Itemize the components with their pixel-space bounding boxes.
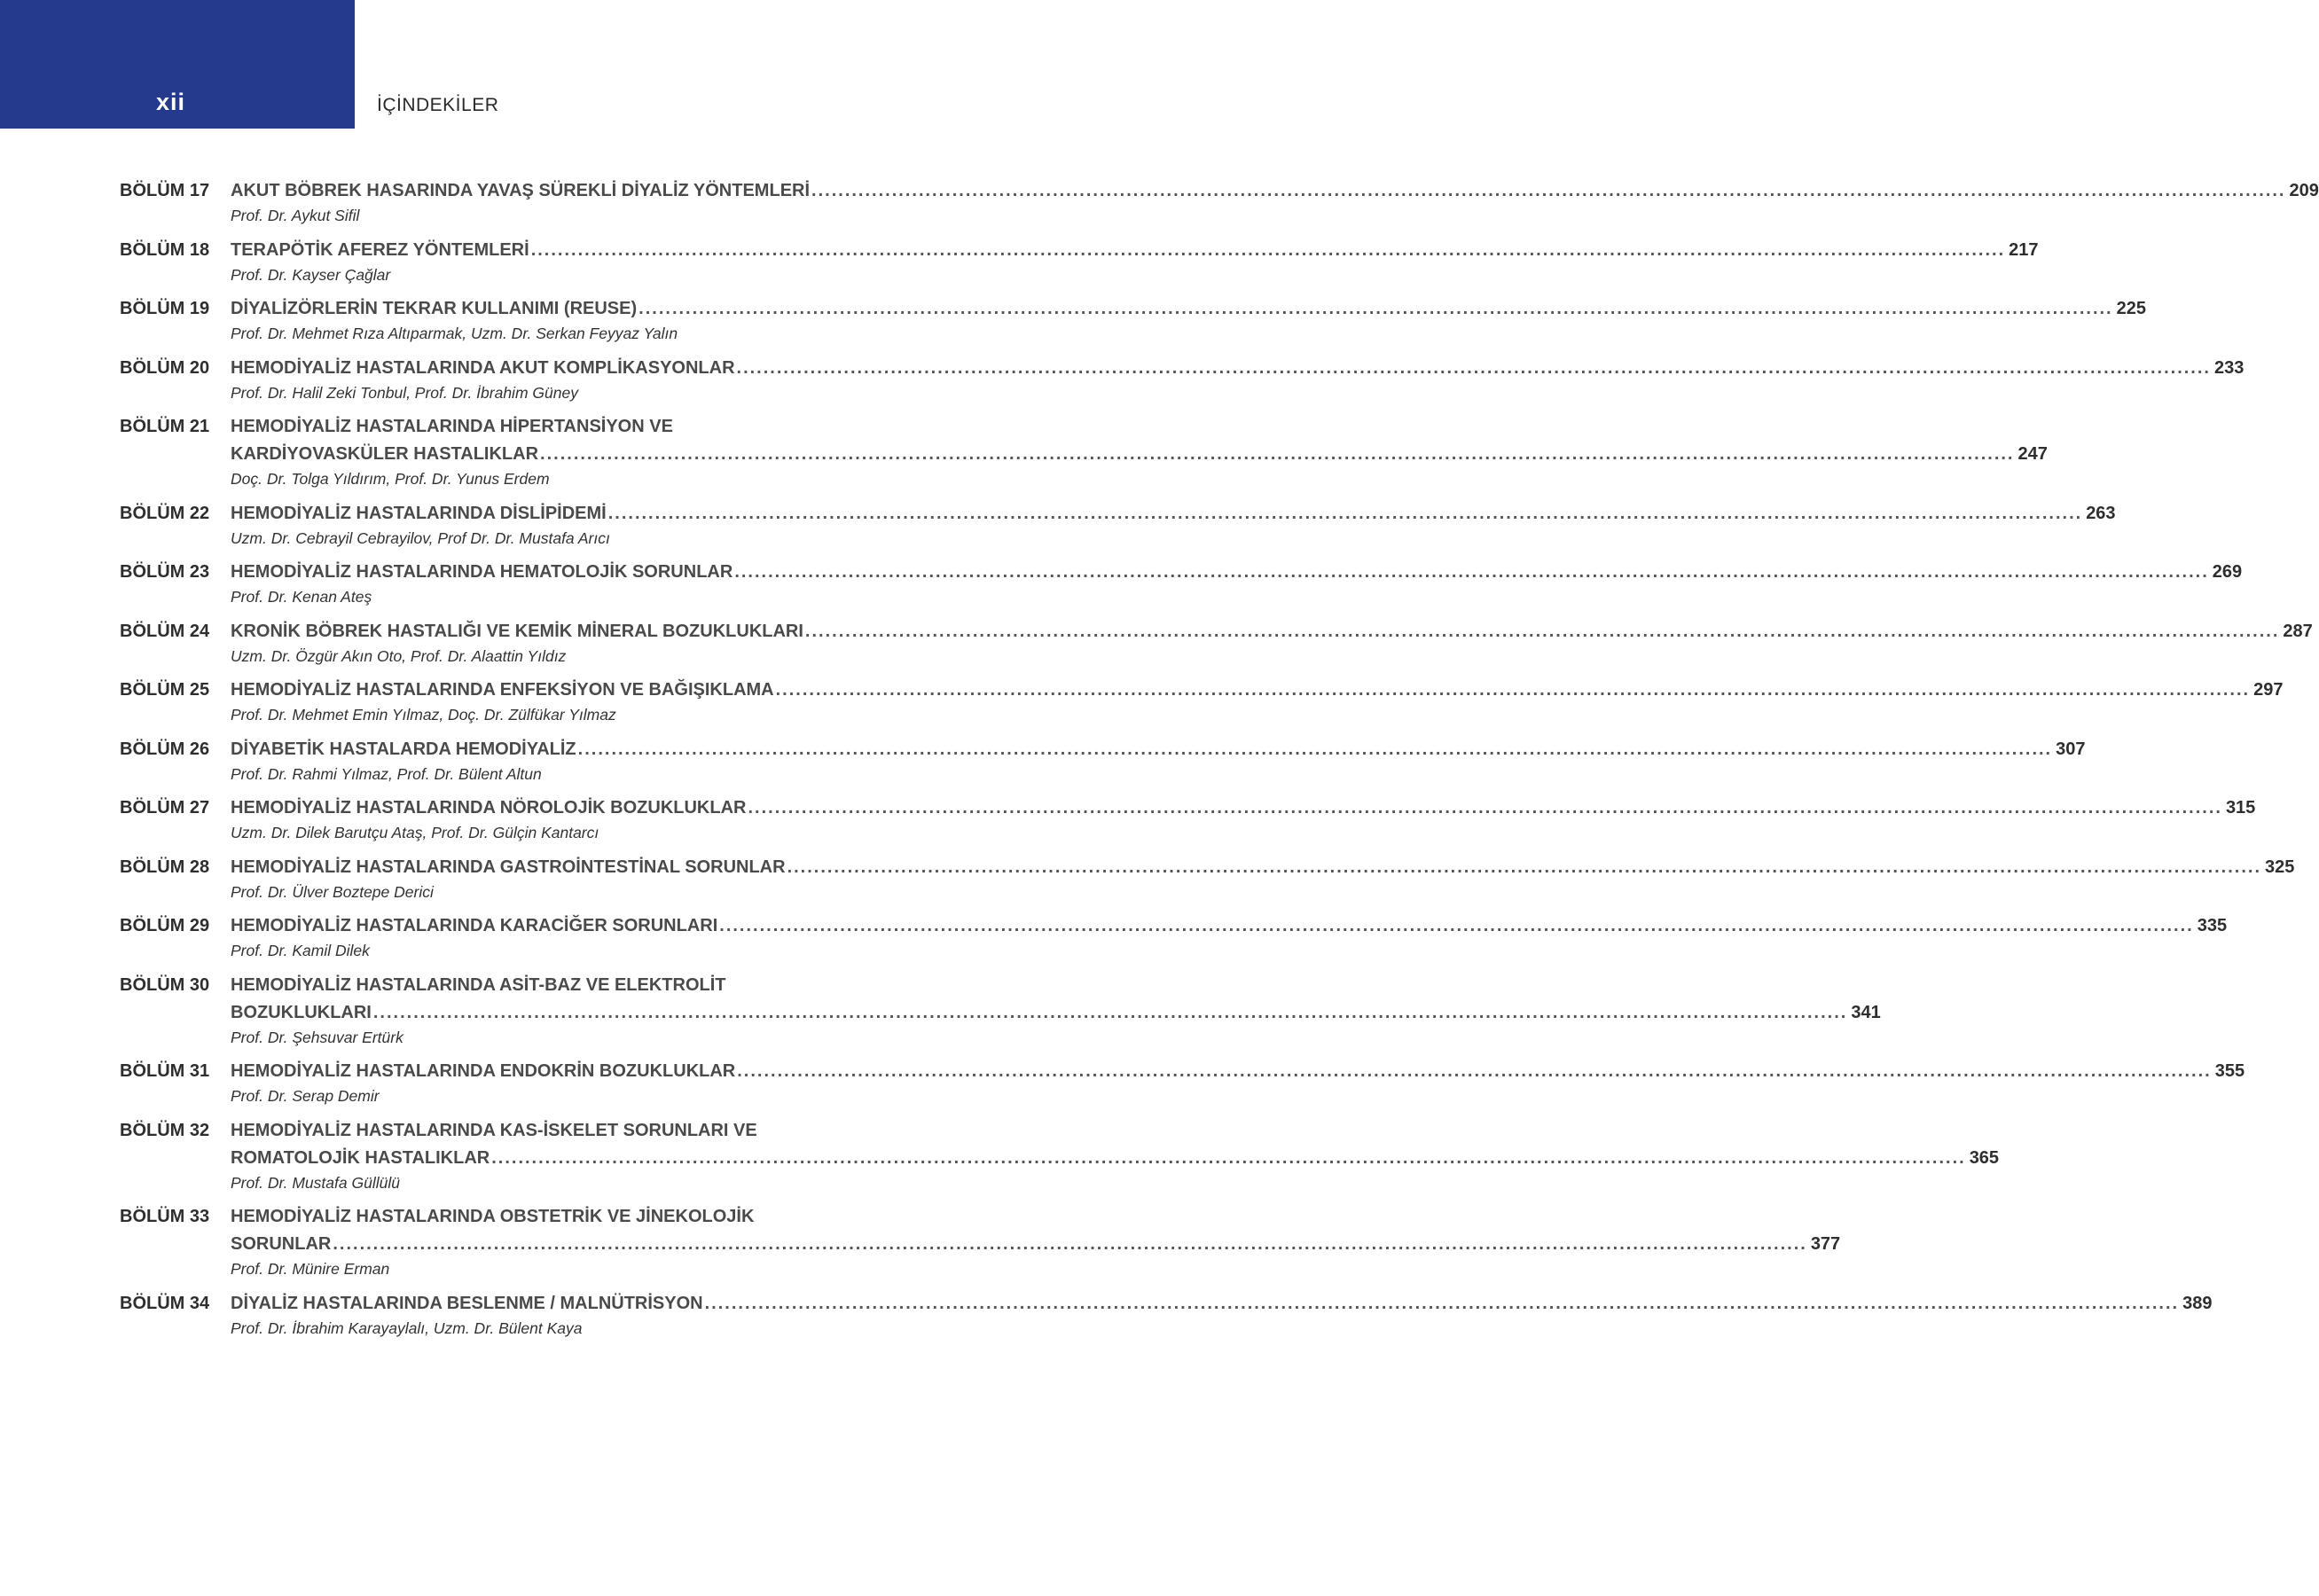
toc-entry[interactable] <box>120 794 2256 844</box>
chapter-label: BÖLÜM 29 <box>120 916 210 935</box>
dot-leader: ............................................................................................................................................................................................................................ <box>737 1061 2212 1081</box>
chapter-label: BÖLÜM 26 <box>120 739 210 759</box>
toc-entry[interactable] <box>120 237 2039 286</box>
chapter-authors: Uzm. Dr. Özgür Akın Oto, Prof. Dr. Alaattin Yıldız <box>231 646 567 665</box>
chapter-title: AKUT BÖBREK HASARINDA YAVAŞ SÜREKLİ DİYALİZ YÖNTEMLERİ <box>231 181 811 200</box>
chapter-authors: Prof. Dr. Halil Zeki Tonbul, Prof. Dr. İbrahim Güney <box>231 383 578 402</box>
toc-entry[interactable] <box>120 1117 2000 1194</box>
chapter-label: BÖLÜM 33 <box>120 1207 210 1226</box>
page-ref: 217 <box>2009 239 2039 260</box>
chapter-authors: Prof. Dr. Ülver Boztepe Derici <box>231 882 434 901</box>
page-ref: 335 <box>2197 916 2228 935</box>
chapter-authors: Prof. Dr. Şehsuvar Ertürk <box>231 1028 403 1046</box>
chapter-title: SORUNLAR <box>231 1234 332 1254</box>
chapter-title: DİYALİZ HASTALARINDA BESLENME / MALNÜTRİSYON <box>231 1293 703 1313</box>
toc-entry[interactable] <box>120 413 2048 490</box>
page-ref: 341 <box>1851 1002 1881 1022</box>
dot-leader: ............................................................................................................................................................................................................................ <box>372 1002 1848 1022</box>
dot-leader: ............................................................................................................................................................................................................................ <box>719 916 2194 935</box>
page-ref: 325 <box>2265 857 2295 877</box>
dot-leader: ............................................................................................................................................................................................................................ <box>639 299 2113 318</box>
chapter-authors: Uzm. Dr. Dilek Barutçu Ataş, Prof. Dr. Gülçin Kantarcı <box>231 824 599 841</box>
dot-leader: ............................................................................................................................................................................................................................ <box>333 1234 1807 1254</box>
page-ref: 377 <box>1810 1234 1841 1254</box>
chapter-label: BÖLÜM 30 <box>120 974 210 995</box>
chapter-label: BÖLÜM 28 <box>120 857 210 877</box>
chapter-authors: Prof. Dr. Kenan Ateş <box>231 588 372 606</box>
toc-entry[interactable] <box>120 1058 2245 1107</box>
chapter-label: BÖLÜM 18 <box>120 239 210 260</box>
chapter-title: HEMODİYALİZ HASTALARINDA GASTROİNTESTİNAL SORUNLAR <box>231 857 786 877</box>
toc-entry[interactable] <box>120 1203 1841 1280</box>
toc-entry[interactable] <box>120 972 1881 1049</box>
page-ref: 269 <box>2212 562 2243 582</box>
page-ref: 355 <box>2214 1061 2245 1081</box>
chapter-title: HEMODİYALİZ HASTALARINDA AKUT KOMPLİKASYONLAR <box>231 357 735 378</box>
page-ref: 297 <box>2253 680 2284 700</box>
chapter-title: TERAPÖTİK AFEREZ YÖNTEMLERİ <box>231 239 529 260</box>
page-ref: 209 <box>2289 181 2319 200</box>
chapter-title: HEMODİYALİZ HASTALARINDA NÖROLOJİK BOZUKLUKLAR <box>231 798 747 818</box>
dot-leader: ............................................................................................................................................................................................................................ <box>540 444 2015 464</box>
toc-entry[interactable] <box>120 500 2116 550</box>
page-ref: 307 <box>2056 739 2086 759</box>
chapter-title: HEMODİYALİZ HASTALARINDA ENDOKRİN BOZUKLUKLAR <box>231 1061 736 1081</box>
dot-leader: ............................................................................................................................................................................................................................ <box>734 562 2209 582</box>
chapter-title-line: HEMODİYALİZ HASTALARINDA KAS-İSKELET SORUNLARI VE <box>231 1120 757 1140</box>
page-ref: 233 <box>2213 357 2245 378</box>
toc-entry[interactable] <box>120 736 2086 786</box>
toc-entry[interactable] <box>120 912 2228 962</box>
dot-leader: ............................................................................................................................................................................................................................ <box>704 1293 2180 1313</box>
chapter-authors: Prof. Dr. Münire Erman <box>231 1260 390 1278</box>
chapter-authors: Uzm. Dr. Cebrayil Cebrayilov, Prof Dr. Dr. Mustafa Arıcı <box>231 528 610 547</box>
toc-entry[interactable] <box>120 854 2295 904</box>
chapter-label: BÖLÜM 31 <box>120 1061 210 1081</box>
chapter-authors: Prof. Dr. Mehmet Emin Yılmaz, Doç. Dr. Zülfükar Yılmaz <box>231 706 616 724</box>
table-of-contents <box>120 177 2319 1349</box>
dot-leader: ............................................................................................................................................................................................................................ <box>787 857 2262 877</box>
page-number: xii <box>156 89 186 115</box>
chapter-title: HEMODİYALİZ HASTALARINDA KARACİĞER SORUNLARI <box>231 916 718 935</box>
dot-leader: ............................................................................................................................................................................................................................ <box>804 621 2280 641</box>
chapter-authors: Prof. Dr. İbrahim Karayaylalı, Uzm. Dr. Bülent Kaya <box>231 1318 583 1337</box>
chapter-authors: Doç. Dr. Tolga Yıldırım, Prof. Dr. Yunus Erdem <box>231 470 550 488</box>
chapter-title: BOZUKLUKLARI <box>231 1002 372 1022</box>
chapter-title: HEMODİYALİZ HASTALARINDA DİSLİPİDEMİ <box>231 503 607 523</box>
page-ref: 365 <box>1969 1147 2000 1168</box>
toc-entry[interactable] <box>120 177 2319 227</box>
toc-entry[interactable] <box>120 559 2243 608</box>
chapter-title: ROMATOLOJİK HASTALIKLAR <box>231 1147 490 1168</box>
chapter-label: BÖLÜM 23 <box>120 562 210 582</box>
dot-leader: ............................................................................................................................................................................................................................ <box>736 357 2211 378</box>
section-title: İÇİNDEKİLER <box>377 95 499 115</box>
page-ref: 225 <box>2116 299 2146 318</box>
dot-leader: ............................................................................................................................................................................................................................ <box>577 739 2053 759</box>
dot-leader: ............................................................................................................................................................................................................................ <box>775 680 2251 700</box>
chapter-authors: Prof. Dr. Serap Demir <box>231 1087 380 1105</box>
page-ref: 315 <box>2225 798 2256 818</box>
toc-entry[interactable] <box>120 618 2313 668</box>
chapter-title: KARDİYOVASKÜLER HASTALIKLAR <box>231 444 539 464</box>
dot-leader: ............................................................................................................................................................................................................................ <box>811 181 2286 200</box>
chapter-title: KRONİK BÖBREK HASTALIĞI VE KEMİK MİNERAL BOZUKLUKLARI <box>231 621 803 641</box>
toc-entry[interactable] <box>120 677 2284 726</box>
chapter-authors: Prof. Dr. Kamil Dilek <box>231 942 370 959</box>
chapter-title: HEMODİYALİZ HASTALARINDA ENFEKSİYON VE BAĞIŞIKLAMA <box>231 680 774 700</box>
toc-entry[interactable] <box>120 295 2146 345</box>
toc-entry[interactable] <box>120 355 2245 404</box>
chapter-label: BÖLÜM 22 <box>120 503 210 523</box>
dot-leader: ............................................................................................................................................................................................................................ <box>748 798 2222 818</box>
chapter-title-line: HEMODİYALİZ HASTALARINDA ASİT-BAZ VE ELEKTROLİT <box>231 974 726 995</box>
chapter-label: BÖLÜM 24 <box>120 621 210 641</box>
page-ref: 287 <box>2283 621 2313 641</box>
header-block <box>0 0 355 129</box>
page-ref: 263 <box>2086 503 2116 523</box>
page-ref: 389 <box>2182 1293 2213 1313</box>
chapter-authors: Prof. Dr. Mehmet Rıza Altıparmak, Uzm. Dr. Serkan Feyyaz Yalın <box>231 325 678 342</box>
chapter-label: BÖLÜM 34 <box>120 1293 210 1313</box>
chapter-label: BÖLÜM 19 <box>120 299 210 318</box>
dot-leader: ............................................................................................................................................................................................................................ <box>491 1147 1966 1168</box>
chapter-authors: Prof. Dr. Rahmi Yılmaz, Prof. Dr. Bülent Altun <box>231 764 542 783</box>
chapter-authors: Prof. Dr. Mustafa Güllülü <box>231 1173 400 1192</box>
chapter-label: BÖLÜM 21 <box>120 417 210 436</box>
chapter-label: BÖLÜM 20 <box>120 357 210 378</box>
chapter-label: BÖLÜM 27 <box>120 798 210 818</box>
chapter-title: HEMODİYALİZ HASTALARINDA HEMATOLOJİK SORUNLAR <box>231 562 733 582</box>
chapter-label: BÖLÜM 25 <box>120 680 210 700</box>
toc-entry[interactable] <box>120 1290 2213 1340</box>
page-ref: 247 <box>2017 444 2048 464</box>
chapter-label: BÖLÜM 17 <box>120 181 210 200</box>
chapter-authors: Prof. Dr. Kayser Çağlar <box>231 265 391 284</box>
chapter-authors: Prof. Dr. Aykut Sifil <box>231 207 360 224</box>
chapter-title: DİYABETİK HASTALARDA HEMODİYALİZ <box>231 739 576 759</box>
dot-leader: ............................................................................................................................................................................................................................ <box>607 503 2083 523</box>
chapter-title: DİYALİZÖRLERİN TEKRAR KULLANIMI (REUSE) <box>231 299 638 318</box>
chapter-label: BÖLÜM 32 <box>120 1120 210 1140</box>
chapter-title-line: HEMODİYALİZ HASTALARINDA HİPERTANSİYON VE <box>231 417 673 436</box>
chapter-title-line: HEMODİYALİZ HASTALARINDA OBSTETRİK VE JİNEKOLOJİK <box>231 1207 755 1226</box>
dot-leader: ............................................................................................................................................................................................................................ <box>530 239 2006 260</box>
